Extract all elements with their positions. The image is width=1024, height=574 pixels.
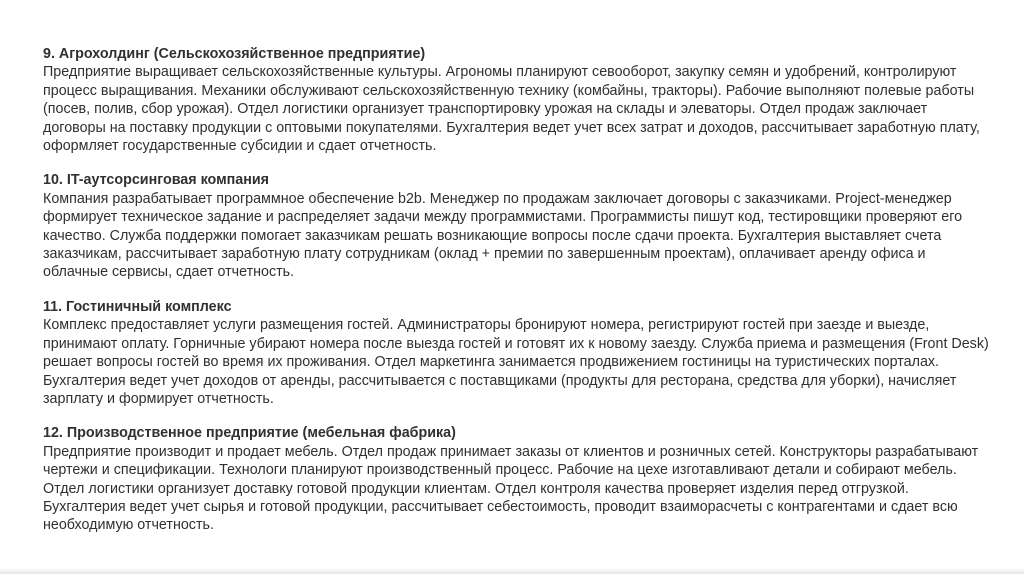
section-it-outsourcing <box>43 171 993 281</box>
section-title: 12. Производственное предприятие (мебельная фабрика) <box>43 425 456 442</box>
section-title: 10. IT-аутсорсинговая компания <box>43 172 270 189</box>
section-body: Комплекс предоставляет услуги размещения гостей. Администраторы бронируют номера, регистрируют гостей при заезде и выезде, принимают оплату. Горничные убирают номера после выезда гостей и готовят их к новому заезду. Служба приема и размещения (Front Desk) решает вопросы гостей во время их проживания. Отдел маркетинга занимается продвижением гостиницы на туристических порталах. Бухгалтерия ведет учет доходов от аренды, рассчитывается с поставщиками (продукты для ресторана, средства для уборки), начисляет зарплату и формирует отчетность. <box>43 317 989 407</box>
bottom-divider <box>0 568 1024 574</box>
section-title: 11. Гостиничный комплекс <box>43 298 232 315</box>
section-body: Компания разрабатывает программное обеспечение b2b. Менеджер по продажам заключает договоры с заказчиками. Project-менеджер формирует техническое задание и распределяет задачи между программистами. Программисты пишут код, тестировщики проверяют его качество. Служба поддержки помогает заказчикам решать возникающие вопросы после сдачи проекта. Бухгалтерия выставляет счета заказчикам, рассчитывает заработную плату сотрудникам (оклад + премии по завершенным проектам), оплачивает аренду офиса и облачные сервисы, сдает отчетность. <box>43 190 963 281</box>
section-title: 9. Агрохолдинг (Сельскохозяйственное предприятие) <box>43 46 426 62</box>
text-content <box>43 45 993 551</box>
section-furniture-factory <box>43 424 993 534</box>
section-body: Предприятие выращивает сельскохозяйственные культуры. Агрономы планируют севооборот, закупку семян и удобрений, контролируют процесс выращивания. Механики обслуживают сельскохозяйственную технику (комбайны, тракторы). Рабочие выполняют полевые работы (посев, полив, сбор урожая). Отдел логистики организует транспортировку урожая на склады и элеваторы. Отдел продаж заключает договоры на поставку продукции с оптовыми покупателями. Бухгалтерия ведет учет всех затрат и доходов, рассчитывает заработную плату, оформляет государственные субсидии и сдает отчетность. <box>43 64 980 155</box>
section-body: Предприятие производит и продает мебель. Отдел продаж принимает заказы от клиентов и розничных сетей. Конструкторы разрабатывают чертежи и спецификации. Технологи планируют производственный процесс. Рабочие на цехе изготавливают детали и собирают мебель. Отдел логистики организует доставку готовой продукции клиентам. Отдел контроля качества проверяет изделия перед отгрузкой. Бухгалтерия ведет учет сырья и готовой продукции, рассчитывает себестоимость, проводит взаиморасчеты с контрагентами и сдает всю необходимую отчетность. <box>43 443 979 534</box>
section-hotel-complex <box>43 298 993 408</box>
section-agroholding <box>43 45 993 155</box>
